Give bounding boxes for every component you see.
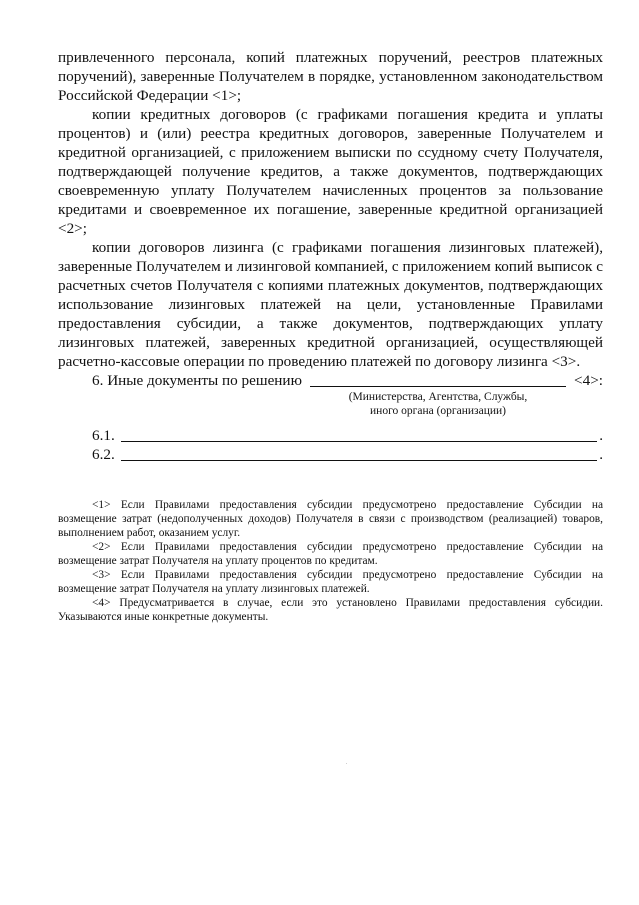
item-6-blank-field[interactable] — [310, 386, 566, 387]
subitem-row — [58, 426, 603, 445]
footnote-3: <3> Если Правилами предоставления субсидии предусмотрено предоставление Субсидии на возмещение затрат Получателя на уплату лизинговых платежей. — [58, 569, 603, 595]
paragraph-continuation: привлеченного персонала, копий платежных поручений, реестров платежных поручений), заверенные Получателем в порядке, установленном законодательством Российской Федерации <1>; — [58, 49, 603, 104]
paragraph-credit-agreements: копии кредитных договоров (с графиками погашения кредита и уплаты процентов) и (или) реестра кредитных договоров, заверенные Получателем и кредитной организацией, с приложением выписки по ссудному счету Получателя, подтверждающей получение кредитов, а также документов, подтверждающих своевременную уплату Получателем начисленных процентов за пользование кредитами и своевременное их погашение, заверенные кредитной организацией <2>; — [58, 106, 603, 237]
subitem-row — [58, 445, 603, 464]
subitem-blank-field[interactable] — [121, 441, 597, 442]
footnote-1: <1> Если Правилами предоставления субсидии предусмотрено предоставление Субсидии на возмещение затрат (недополученных доходов) Получателя в связи с производством (реализацией) товаров, выполнением работ, оказанием услуг. — [58, 499, 603, 539]
subitem-end: . — [599, 446, 603, 463]
subitem-blank-field[interactable] — [121, 460, 597, 461]
item-6-footnote-ref: <4>: — [574, 372, 603, 389]
footnotes — [58, 498, 603, 624]
subitem-number: 6.1. — [92, 427, 115, 444]
item-6-label: 6. Иные документы по решению — [92, 372, 302, 389]
footnote-4: <4> Предусматривается в случае, если это установлено Правилами предоставления субсидии. Указываются иные конкретные документы. — [58, 597, 603, 623]
item-6-row — [58, 371, 603, 390]
scan-speck — [346, 763, 347, 764]
item-6-caption: (Министерства, Агентства, Службы, иного органа (организации) — [348, 391, 528, 417]
paragraph-leasing-agreements: копии договоров лизинга (с графиками погашения лизинговых платежей), заверенные Получателем и лизинговой компанией, с приложением копий выписок с расчетных счетов Получателя с копиями платежных документов, подтверждающих использование лизинговых платежей на цели, установленные Правилами предоставления субсидии, а также документов, подтверждающих уплату лизинговых платежей, заверенных кредитной организацией, осуществляющей расчетно-кассовые операции по проведению платежей по договору лизинга <3>. — [58, 239, 603, 370]
document-body — [58, 48, 603, 464]
subitem-number: 6.2. — [92, 446, 115, 463]
subitem-end: . — [599, 427, 603, 444]
footnote-2: <2> Если Правилами предоставления субсидии предусмотрено предоставление Субсидии на возмещение затрат Получателя на уплату процентов по кредитам. — [58, 541, 603, 567]
